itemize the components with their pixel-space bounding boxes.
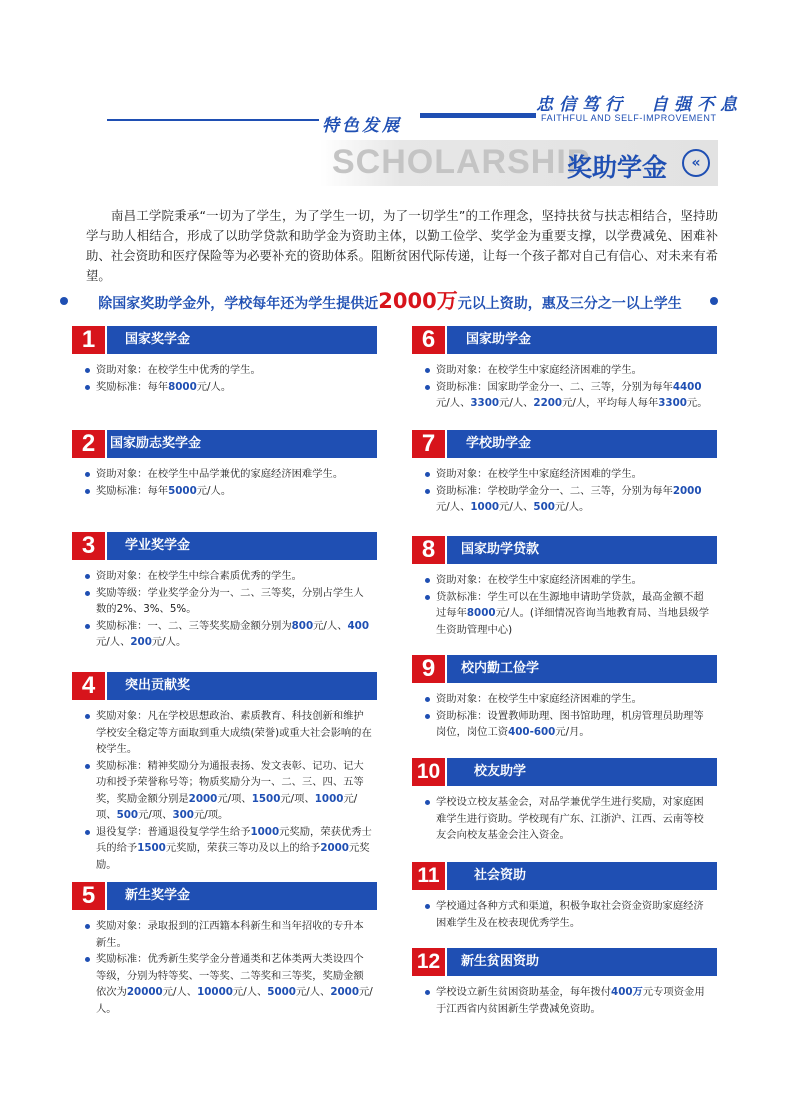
section-number: 8 (412, 536, 445, 564)
item-text: 学校设立校友基金会，对品学兼优学生进行奖励，对家庭困难学生进行资助。学校现有广东、江浙沪、江西、云南等校友会向校友基金会注入资金。 (436, 796, 704, 841)
section-number: 4 (72, 672, 105, 700)
list-item (72, 466, 377, 483)
item-text: 奖励标准：每年 (96, 484, 169, 497)
section-number: 6 (412, 326, 445, 354)
highlight-amount: 5000 (168, 484, 197, 497)
item-text: 奖励对象：凡在学校思想政治、素质教育、科技创新和维护学校安全稳定等方面取到重大成绩(荣誉)或重大社会影响的在校学生。 (96, 710, 372, 755)
section-9 (412, 655, 717, 741)
item-text: 元奖励。 (96, 842, 370, 871)
list-item (412, 362, 717, 379)
item-text: 元/项、 (217, 792, 252, 805)
double-chevron-left-icon: « (682, 149, 710, 177)
item-text: 元/项。 (193, 809, 229, 821)
section-number: 11 (412, 862, 445, 890)
list-item (412, 483, 717, 516)
item-text: 元/项、 (280, 792, 315, 805)
list-item (412, 708, 717, 741)
list-item (412, 898, 717, 931)
section-number: 7 (412, 430, 445, 458)
list-item (72, 951, 377, 1017)
section-5 (72, 882, 377, 1017)
highlight-amount: 3300 (658, 397, 687, 409)
section-header (72, 326, 377, 354)
item-text: 资助标准：国家助学金分一、二、三等，分别为每年 (436, 380, 673, 393)
section-list (412, 984, 717, 1017)
section-header (72, 430, 377, 458)
list-item (412, 572, 717, 589)
banner-amount: 2000万 (378, 289, 458, 313)
header-rule-left (107, 119, 319, 121)
section-title: 社会资助 (474, 868, 527, 883)
item-text: 元/人。 (96, 986, 373, 1015)
section-header (412, 862, 717, 890)
list-item (412, 984, 717, 1017)
highlight-amount: 1500 (251, 792, 281, 805)
section-12 (412, 948, 717, 1017)
item-text: 元/人、 (232, 986, 268, 998)
school-motto: 忠信笃行 自强不息 (536, 95, 743, 115)
item-text: 元奖励，荣获三等功及以上的给予 (165, 842, 321, 854)
section-title: 国家奖学金 (125, 332, 191, 347)
section-2 (72, 430, 377, 499)
section-header (412, 326, 717, 354)
item-text: 资助对象：在校学生中家庭经济困难的学生。 (436, 574, 642, 586)
item-text: 元/人。 (196, 484, 232, 497)
item-text: 元/人、 (295, 986, 331, 998)
item-text: 奖励标准：每年 (96, 380, 169, 393)
section-3 (72, 532, 377, 651)
page-title: 奖助学金 (567, 153, 668, 182)
section-list (412, 362, 717, 412)
section-number: 9 (412, 655, 445, 683)
item-text: 资助标准：设置教师助理、图书馆助理，机房管理员助理等岗位，岗位工资 (436, 709, 704, 738)
section-number: 2 (72, 430, 105, 458)
highlight-amount: 2000 (188, 792, 218, 805)
highlight-amount: 1500 (137, 842, 166, 854)
highlight-amount: 400 (347, 619, 370, 632)
item-text: 资助对象：在校学生中综合素质优秀的学生。 (96, 570, 302, 582)
item-text: 奖励标准：精神奖励分为通报表扬、发文表彰、记功、记大功和授予荣誉称号等；物质奖励分为一、二、三、四、五等奖，奖励金额分别是 (96, 759, 364, 805)
highlight-amount: 1000 (314, 792, 344, 805)
item-text: 元/月。 (555, 726, 590, 738)
section-list (72, 918, 377, 1017)
list-item (72, 379, 377, 396)
section-list (412, 572, 717, 638)
highlight-amount: 800 (291, 619, 314, 632)
bullet-dot-icon (710, 297, 718, 305)
highlight-amount: 300 (172, 809, 194, 821)
item-text: 元/人，平均每人每年 (562, 397, 659, 409)
bullet-dot-icon (60, 297, 68, 305)
highlight-amount: 2000 (672, 484, 702, 497)
highlight-amount: 200 (130, 636, 152, 648)
item-text: 元/人、 (499, 501, 534, 513)
list-item (72, 918, 377, 951)
item-text: 学校通过各种方式和渠道，积极争取社会资金资助家庭经济困难学生及在校表现优秀学生。 (436, 900, 704, 929)
item-text: 元/人、 (313, 619, 348, 632)
highlight-amount: 2000 (330, 986, 360, 998)
highlight-amount: 400-600 (508, 726, 556, 738)
item-text: 资助对象：在校学生中家庭经济困难的学生。 (436, 468, 642, 480)
highlight-amount: 20000 (126, 986, 163, 998)
section-title: 国家助学金 (466, 332, 532, 347)
highlight-amount: 500 (533, 501, 555, 513)
item-text: 元专项资金用于江西省内贫困新生学费减免资助。 (436, 986, 705, 1015)
section-7 (412, 430, 717, 516)
highlight-amount: 400万 (611, 986, 643, 998)
item-text: 贷款标准：学生可以在生源地申请助学贷款，最高金额不超过每年 (436, 590, 704, 619)
highlight-amount: 5000 (267, 986, 296, 998)
highlight-amount: 1000 (470, 501, 500, 513)
list-item (72, 618, 377, 651)
scholarship-title-english: SCHOLARSHIP (332, 143, 591, 181)
section-header (72, 532, 377, 560)
section-title: 校内勤工俭学 (461, 661, 540, 676)
section-header (72, 882, 377, 910)
item-text: 元/人。 (554, 501, 590, 513)
highlight-amount: 3300 (470, 397, 500, 409)
item-text: 资助对象：在校学生中家庭经济困难的学生。 (436, 693, 642, 705)
item-text: 元/人。(详细情况咨询当地教育局、当地县级学生资助管理中心) (436, 607, 709, 636)
item-text: 资助对象：在校学生中家庭经济困难的学生。 (436, 364, 642, 376)
list-item (72, 568, 377, 585)
section-title: 国家助学贷款 (461, 542, 540, 557)
section-number: 10 (412, 758, 445, 786)
section-title: 国家励志奖学金 (110, 436, 202, 451)
item-text: 元/人、 (499, 397, 534, 409)
item-text: 元/人、 (96, 636, 131, 648)
section-header (412, 948, 717, 976)
section-header (72, 672, 377, 700)
list-item (72, 758, 377, 824)
section-4 (72, 672, 377, 873)
section-header (412, 430, 717, 458)
item-text: 元/人、 (162, 986, 198, 998)
list-item (412, 466, 717, 483)
list-item (72, 708, 377, 758)
item-text: 元。 (686, 397, 708, 409)
school-motto-english: FAITHFUL AND SELF-IMPROVEMENT (541, 113, 717, 123)
section-6 (412, 326, 717, 412)
item-text: 元/人。 (151, 636, 187, 648)
section-1 (72, 326, 377, 395)
section-list (72, 466, 377, 499)
highlight-amount: 8000 (466, 607, 496, 619)
list-item (412, 379, 717, 412)
section-header (412, 655, 717, 683)
item-text: 元/人、 (436, 397, 471, 409)
highlight-amount: 2200 (533, 397, 563, 409)
item-text: 退役复学：普通退役复学学生给予 (96, 825, 251, 838)
section-list (412, 466, 717, 516)
section-title: 新生奖学金 (125, 888, 191, 903)
section-8 (412, 536, 717, 638)
banner-text-before: 除国家奖助学金外，学校每年还为学生提供近 (98, 296, 379, 312)
section-number: 3 (72, 532, 105, 560)
list-item (412, 691, 717, 708)
highlight-amount: 1000 (250, 825, 280, 838)
header-rule-bar (420, 113, 536, 118)
section-list (412, 794, 717, 844)
section-list (72, 362, 377, 395)
section-header (412, 758, 717, 786)
item-text: 奖励标准：优秀新生奖学金分普通类和艺体类两大类设四个等级，分别为特等奖、一等奖、二等奖和三等奖，奖励金额依次为 (96, 953, 364, 998)
section-title: 校友助学 (474, 764, 527, 779)
section-title: 新生贫困资助 (461, 954, 540, 969)
item-text: 元奖励，荣获优秀士兵的给予 (96, 825, 372, 854)
intro-paragraph: 南昌工学院秉承“一切为了学生，为了学生一切，为了一切学生”的工作理念，坚持扶贫与扶志相结合，坚持助学与助人相结合，形成了以助学贷款和助学金为资助主体，以勤工俭学、奖学金为重要支撑，以学费减免、困难补助、社会资助和医疗保险等为必要补充的资助体系。阻断贫困代际传递，让每一个孩子都对自己有信心、对未来有希望。 (86, 208, 718, 283)
list-item (72, 483, 377, 500)
item-text: 奖励等级：学业奖学金分为一、二、三等奖，分别占学生人数的2%、3%、5%。 (96, 586, 364, 615)
highlight-amount: 10000 (197, 986, 233, 998)
section-10 (412, 758, 717, 844)
list-item (72, 362, 377, 379)
item-text: 元/项、 (138, 809, 173, 821)
section-header (412, 536, 717, 564)
section-11 (412, 862, 717, 931)
section-title: 学业奖学金 (125, 538, 191, 553)
list-item (412, 794, 717, 844)
funding-banner (60, 288, 720, 314)
section-number: 1 (72, 326, 105, 354)
highlight-amount: 8000 (168, 380, 197, 393)
item-text: 资助对象：在校学生中品学兼优的家庭经济困难学生。 (96, 468, 344, 480)
item-text: 资助对象：在校学生中优秀的学生。 (96, 364, 261, 376)
item-text: 奖励对象：录取报到的江西籍本科新生和当年招收的专升本新生。 (96, 920, 364, 949)
section-number: 5 (72, 882, 105, 910)
highlight-amount: 500 (116, 809, 139, 821)
item-text: 元/人、 (436, 501, 471, 513)
section-number: 12 (412, 948, 445, 976)
section-list (412, 898, 717, 931)
section-list (72, 708, 377, 873)
highlight-amount: 2000 (320, 842, 349, 854)
item-text: 资助标准：学校助学金分一、二、三等，分别为每年 (436, 484, 673, 497)
banner-text-after: 元以上资助，惠及三分之一以上学生 (457, 296, 682, 312)
feature-label: 特色发展 (322, 116, 402, 136)
list-item (412, 589, 717, 639)
section-list (412, 691, 717, 741)
item-text: 元/人。 (196, 380, 232, 393)
item-text: 奖励标准：一、二、三等奖奖励金额分别为 (96, 619, 292, 632)
list-item (72, 585, 377, 618)
item-text: 学校设立新生贫困资助基金，每年拨付 (436, 986, 612, 998)
highlight-amount: 4400 (672, 380, 702, 393)
section-title: 学校助学金 (466, 436, 532, 451)
item-text: 元/项、 (96, 792, 358, 821)
list-item (72, 824, 377, 874)
section-list (72, 568, 377, 651)
banner-text (82, 288, 698, 317)
section-title: 突出贡献奖 (125, 678, 191, 693)
